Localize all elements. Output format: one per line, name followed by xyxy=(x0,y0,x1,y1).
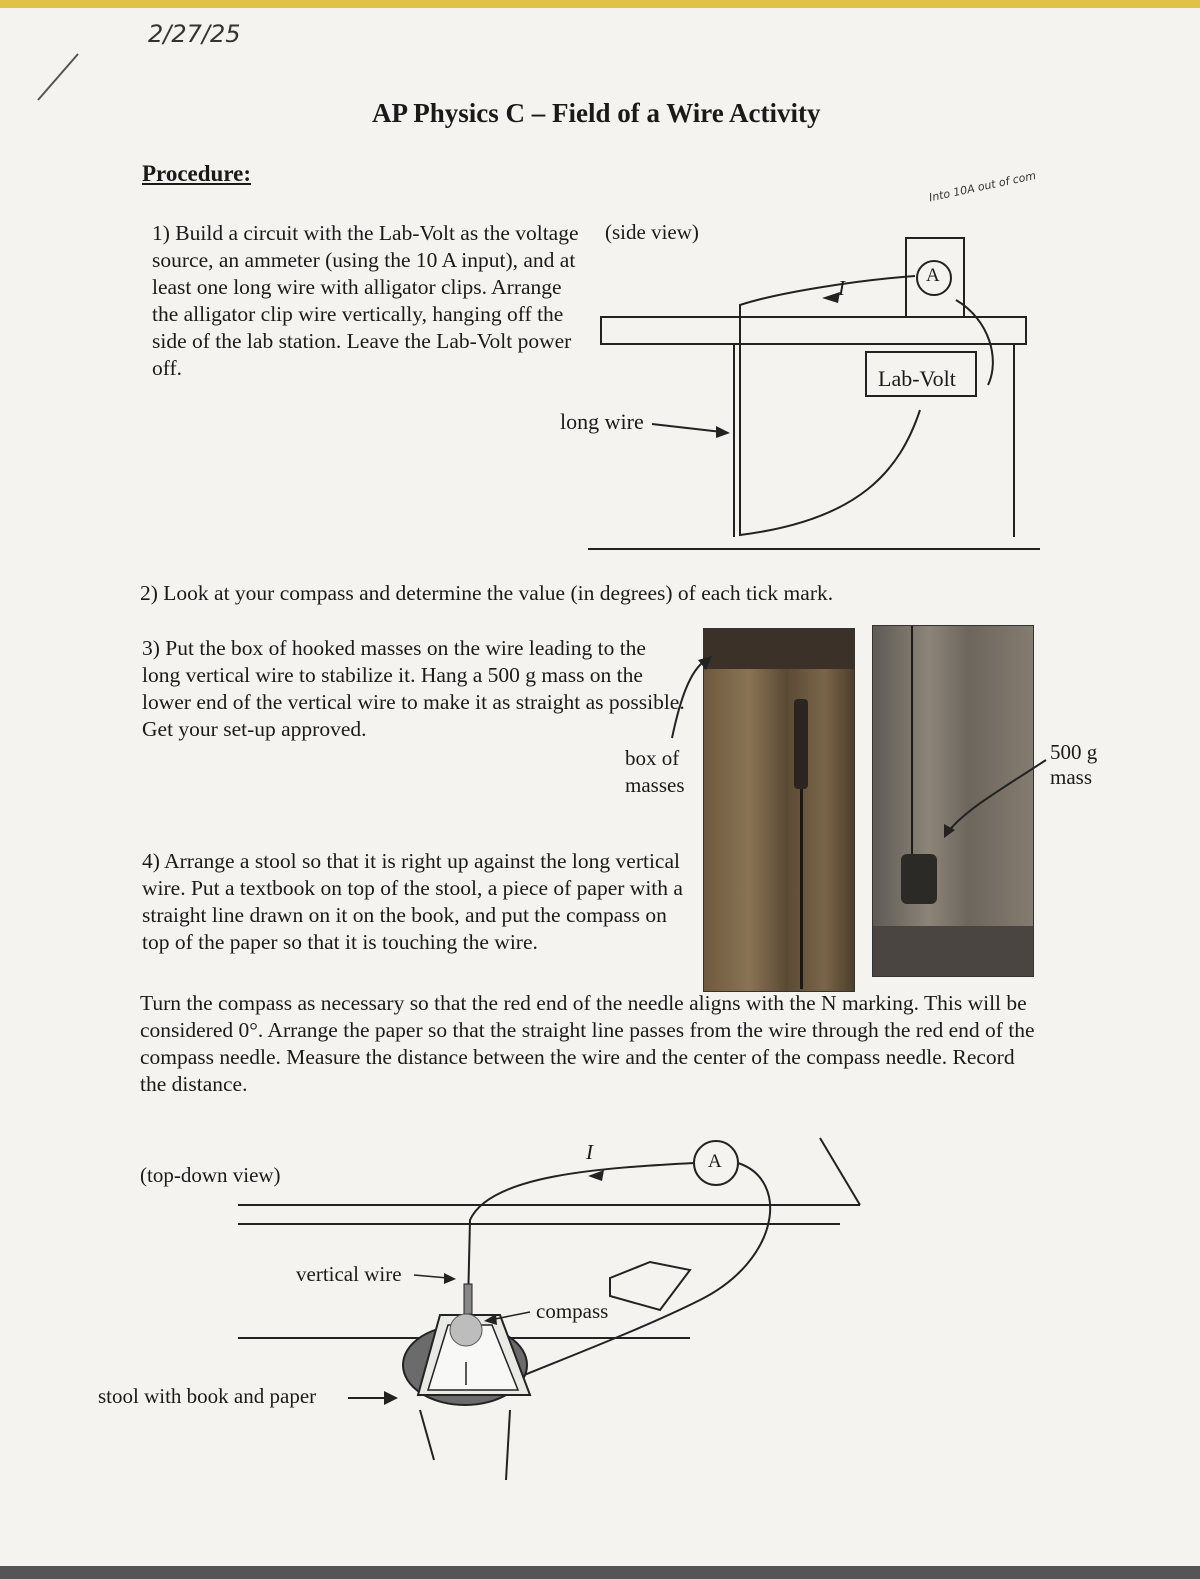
compass-circle xyxy=(450,1314,482,1346)
top-ammeter-label: A xyxy=(708,1151,722,1172)
vertical-wire-label: vertical wire xyxy=(296,1262,402,1286)
side-ammeter-label: A xyxy=(926,265,940,286)
compass-label: compass xyxy=(536,1299,609,1323)
stool-label: stool with book and paper xyxy=(98,1384,317,1408)
side-view-caption: (side view) xyxy=(605,220,699,244)
paper-bottom-edge xyxy=(0,1566,1200,1579)
turn-compass-text: Turn the compass as necessary so that the red end of the needle aligns with the N marking. This will be considered 0°. Arrange the paper so that the straight line passes from the wire through the red end of the compass needle. Measure the distance between the wire and the center of the compass needle. Record the distance. xyxy=(140,991,1035,1096)
wire-mass xyxy=(464,1284,472,1314)
mass-500g-label: 500 g mass xyxy=(1050,740,1098,789)
labvolt-plug xyxy=(610,1262,690,1310)
top-return-wire xyxy=(500,1163,770,1385)
top-vertical-wire xyxy=(468,1163,694,1305)
labvolt-label: Lab-Volt xyxy=(878,366,956,391)
step-4-text: 4) Arrange a stool so that it is right up against the long vertical wire. Put a textbook on top of the stool, a piece of paper with a straight line drawn on it on the book, and put the compass on top of the paper so that it is touching the wire. xyxy=(142,849,683,954)
procedure-heading: Procedure: xyxy=(142,161,252,186)
stool-leg-1 xyxy=(420,1410,434,1460)
handwritten-date: 2/27/25 xyxy=(148,20,241,48)
long-wire-label: long wire xyxy=(560,409,644,434)
stool-leg-2 xyxy=(506,1410,510,1480)
page-title: AP Physics C – Field of a Wire Activity xyxy=(372,98,821,128)
side-current-label: I xyxy=(838,276,845,300)
box-of-masses-label: box of masses xyxy=(625,746,685,797)
handwritten-note: Into 10A out of com xyxy=(927,168,1038,205)
top-view-caption: (top-down view) xyxy=(140,1163,281,1187)
step-3-text: 3) Put the box of hooked masses on the wire leading to the long vertical wire to stabilize it. Hang a 500 g mass on the lower end of the vertical wire to make it as straight as possible. Get your set-up approved. xyxy=(142,636,685,741)
step-2-text: 2) Look at your compass and determine the value (in degrees) of each tick mark. xyxy=(140,581,834,605)
top-current-label: I xyxy=(586,1140,593,1164)
step-1-text: 1) Build a circuit with the Lab-Volt as the voltage source, an ammeter (using the 10 A input), and at least one long wire with alligator clips. Arrange the alligator clip wire vertically, hanging off the side of the lab station. Leave the Lab-Volt power off. xyxy=(152,221,579,380)
